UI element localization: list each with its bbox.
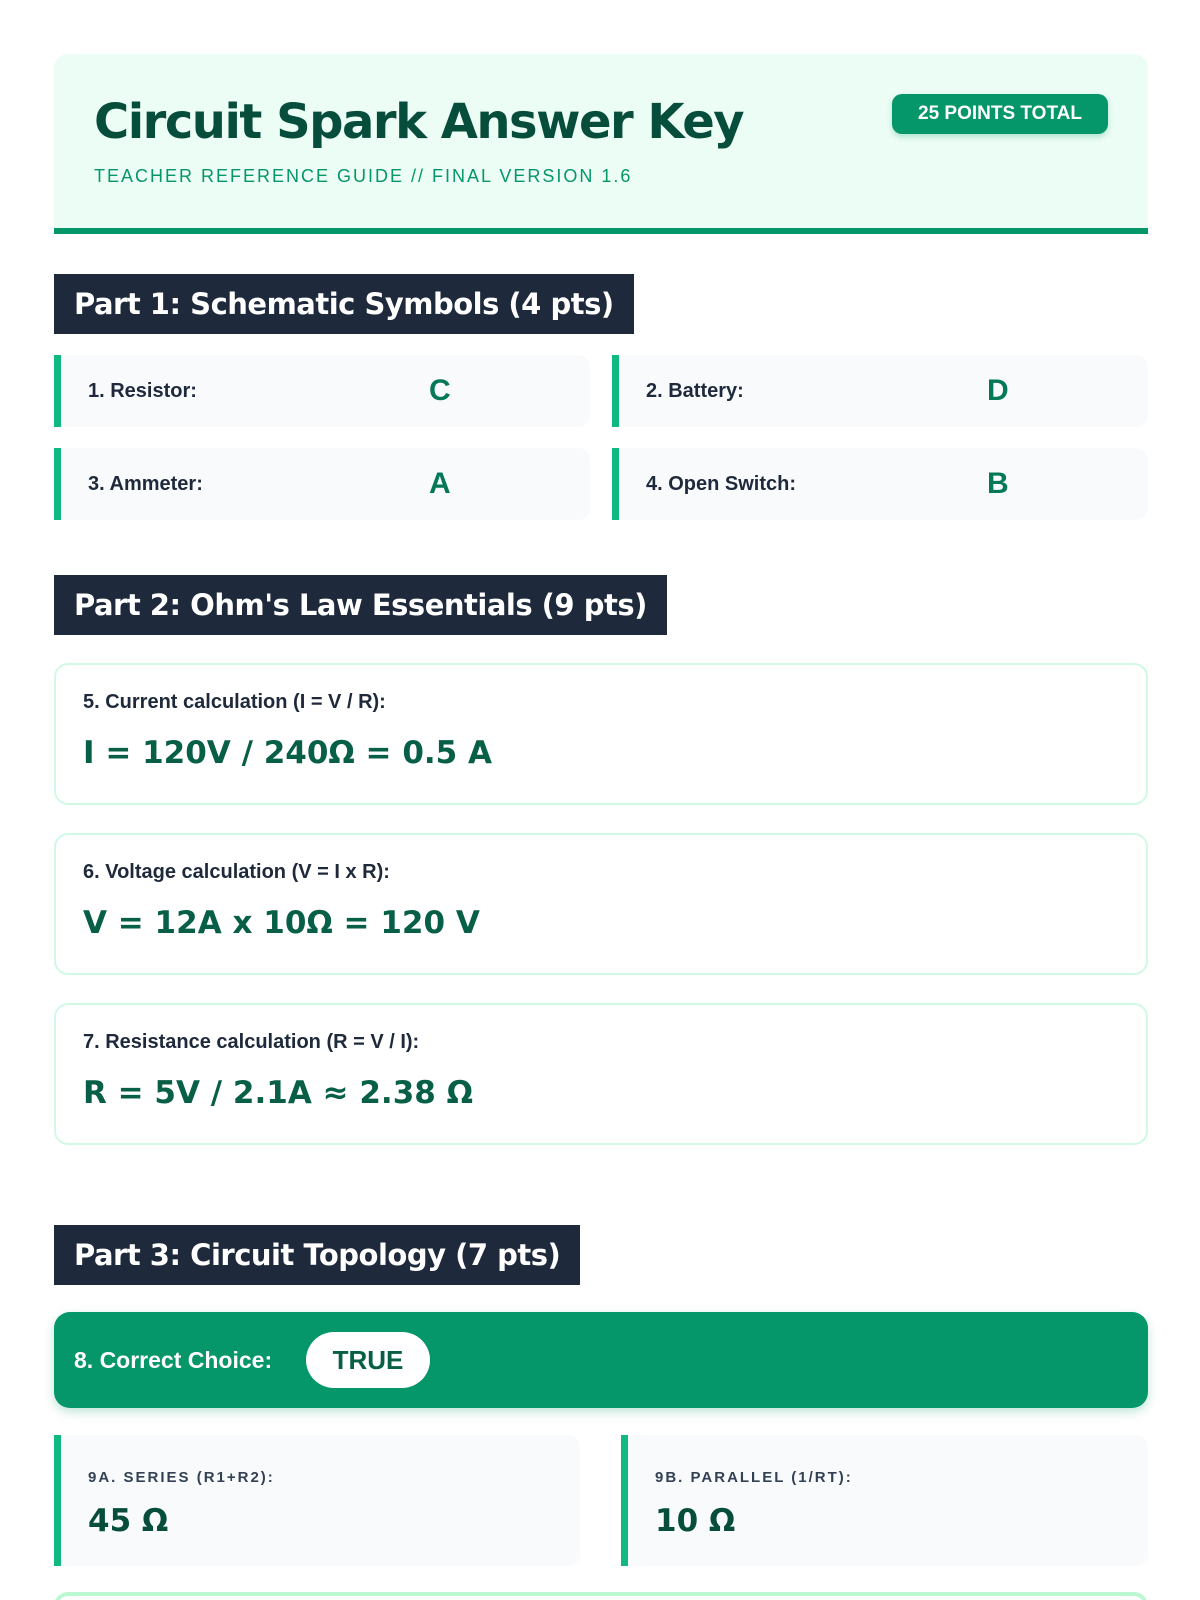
symbol-answer-value: D (987, 374, 1009, 407)
parallel-resistance-value: 10 Ω (655, 1503, 736, 1539)
series-resistance-value: 45 Ω (88, 1503, 169, 1539)
symbol-answer-resistor (54, 355, 590, 427)
page-subtitle: TEACHER REFERENCE GUIDE // FINAL VERSION 1.6 (94, 166, 633, 186)
series-resistance-card (54, 1435, 580, 1566)
part3-heading: Part 3: Circuit Topology (7 pts) (54, 1225, 580, 1285)
points-total-badge: 25 POINTS TOTAL (892, 94, 1108, 134)
series-resistance-label: 9A. SERIES (R1+R2): (88, 1469, 275, 1486)
calculation-question: 5. Current calculation (I = V / R): (83, 691, 386, 713)
voltage-calculation-card (54, 833, 1148, 975)
symbol-question-label: 2. Battery: (646, 380, 744, 402)
page-title: Circuit Spark Answer Key (94, 94, 744, 150)
calculation-question: 6. Voltage calculation (V = I x R): (83, 861, 390, 883)
next-card-edge (54, 1592, 1148, 1600)
symbol-answer-ammeter (54, 448, 590, 520)
symbol-answer-battery (612, 355, 1148, 427)
parallel-resistance-card (621, 1435, 1148, 1566)
symbol-answer-value: C (429, 374, 451, 407)
calculation-question: 7. Resistance calculation (R = V / I): (83, 1031, 420, 1053)
parallel-resistance-label: 9B. PARALLEL (1/RT): (655, 1469, 853, 1486)
correct-choice-label: 8. Correct Choice: (74, 1347, 273, 1373)
calculation-answer: V = 12A x 10Ω = 120 V (83, 905, 480, 941)
symbol-answer-open-switch (612, 448, 1148, 520)
symbol-answer-value: B (987, 467, 1009, 500)
correct-choice-pill: TRUE (306, 1332, 430, 1388)
answer-key-header (54, 54, 1148, 234)
symbol-question-label: 1. Resistor: (88, 380, 197, 402)
symbol-question-label: 4. Open Switch: (646, 473, 797, 495)
calculation-answer: I = 120V / 240Ω = 0.5 A (83, 735, 493, 771)
correct-choice-bar (54, 1312, 1148, 1408)
current-calculation-card (54, 663, 1148, 805)
symbol-answer-value: A (429, 467, 451, 500)
resistance-calculation-card (54, 1003, 1148, 1145)
part2-heading: Part 2: Ohm's Law Essentials (9 pts) (54, 575, 667, 635)
calculation-answer: R = 5V / 2.1A ≈ 2.38 Ω (83, 1075, 473, 1111)
part1-heading: Part 1: Schematic Symbols (4 pts) (54, 274, 634, 334)
symbol-question-label: 3. Ammeter: (88, 473, 203, 495)
